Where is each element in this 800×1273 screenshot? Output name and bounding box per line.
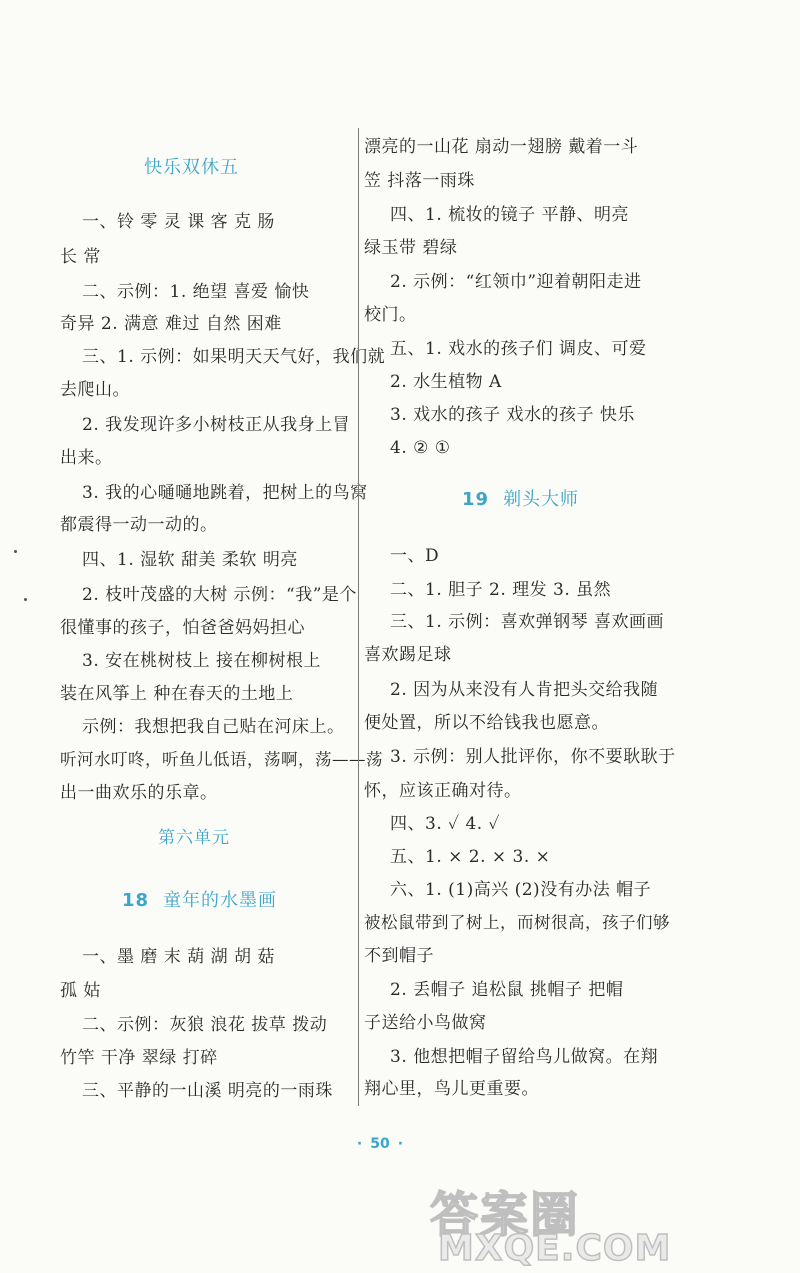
answer-line: 五、1. × 2. × 3. × <box>390 847 551 867</box>
answer-line: 听河水叮咚，听鱼儿低语，荡啊，荡——荡 <box>60 750 383 769</box>
answer-line: 3. 戏水的孩子 戏水的孩子 快乐 <box>390 405 635 425</box>
lesson-title: 剃头大师 <box>503 489 580 510</box>
page-number <box>345 1136 415 1152</box>
answer-line: 便处置，所以不给钱我也愿意。 <box>364 713 609 733</box>
answer-line: 装在风筝上 种在春天的土地上 <box>60 684 294 704</box>
answer-line: 2. 丢帽子 追松鼠 挑帽子 把帽 <box>390 980 624 1000</box>
answer-line: 四、3. ✓ 4. ✓ <box>390 814 501 834</box>
answer-line: 2. 我发现许多小树枝正从我身上冒 <box>82 415 351 435</box>
lesson-title: 童年的水墨画 <box>163 890 278 911</box>
lesson-heading-19 <box>462 488 579 512</box>
answer-line: 三、平静的一山溪 明亮的一雨珠 <box>82 1081 333 1101</box>
page-number-value: 50 <box>370 1136 390 1152</box>
scan-speck <box>24 598 27 601</box>
answer-line: 一、铃 零 灵 课 客 克 肠 <box>82 212 275 232</box>
answer-line: 绿玉带 碧绿 <box>364 238 458 258</box>
answer-line: 3. 我的心嗵嗵地跳着，把树上的鸟窝 <box>82 483 368 503</box>
answer-line: 被松鼠带到了树上，而树很高，孩子们够 <box>364 913 670 932</box>
scan-speck <box>14 550 17 553</box>
page-number-dot: · <box>397 1136 404 1152</box>
watermark-text-en: MXQE.COM <box>438 1228 672 1269</box>
page-number-dot: · <box>356 1136 363 1152</box>
answer-line: 出来。 <box>60 448 113 468</box>
answer-line: 校门。 <box>364 305 417 325</box>
column-divider <box>358 128 359 1106</box>
answer-line: 五、1. 戏水的孩子们 调皮、可爱 <box>390 339 647 359</box>
answer-line: 竹竿 干净 翠绿 打碎 <box>60 1048 218 1068</box>
answer-line: 2. 水生植物 A <box>390 372 502 392</box>
lesson-number: 18 <box>122 890 150 911</box>
answer-line: 漂亮的一山花 扇动一翅膀 戴着一斗 <box>364 137 639 157</box>
answer-line: 奇异 2. 满意 难过 自然 困难 <box>60 314 282 334</box>
answer-line: 喜欢踢足球 <box>364 645 452 665</box>
answer-line: 笠 抖落一雨珠 <box>364 171 475 191</box>
answer-line: 一、墨 磨 末 葫 湖 胡 菇 <box>82 947 275 967</box>
answer-line: 长 常 <box>60 247 101 267</box>
answer-line: 不到帽子 <box>364 946 434 966</box>
unit-heading: 第六单元 <box>158 828 230 848</box>
answer-line: 2. 因为从来没有人肯把头交给我随 <box>390 680 659 700</box>
answer-line: 三、1. 示例：如果明天天气好，我们就 <box>82 347 386 367</box>
lesson-heading-18 <box>122 889 277 913</box>
answer-line: 三、1. 示例：喜欢弹钢琴 喜欢画画 <box>390 612 665 632</box>
answer-line: 一、D <box>390 546 440 566</box>
answer-line: 翔心里，鸟儿更重要。 <box>364 1079 539 1099</box>
answer-line: 孤 姑 <box>60 981 101 1001</box>
answer-line: 四、1. 湿软 甜美 柔软 明亮 <box>82 550 298 570</box>
answer-line: 示例：我想把我自己贴在河床上。 <box>82 717 345 737</box>
answer-line: 出一曲欢乐的乐章。 <box>60 783 218 803</box>
watermark-logo <box>430 1176 790 1268</box>
watermark-text-cn: 答案圈 <box>430 1187 581 1243</box>
answer-line: 都震得一动一动的。 <box>60 515 218 535</box>
answer-line: 子送给小鸟做窝 <box>364 1013 487 1033</box>
answer-line: 二、示例：1. 绝望 喜爱 愉快 <box>82 282 310 302</box>
answer-line: 怀，应该正确对待。 <box>364 781 522 801</box>
answer-line: 二、示例：灰狼 浪花 拔草 拨动 <box>82 1015 328 1035</box>
answer-line: 3. 他想把帽子留给鸟儿做窝。在翔 <box>390 1047 659 1067</box>
answer-line: 3. 示例：别人批评你，你不要耿耿于 <box>390 747 676 767</box>
answer-line: 很懂事的孩子，怕爸爸妈妈担心 <box>60 618 305 638</box>
answer-line: 四、1. 梳妆的镜子 平静、明亮 <box>390 205 630 225</box>
answer-line: 2. 示例：“红领巾”迎着朝阳走进 <box>390 272 642 292</box>
lesson-number: 19 <box>462 489 490 510</box>
section-heading-happy-weekend: 快乐双休五 <box>144 157 239 178</box>
answer-line: 3. 安在桃树枝上 接在柳树根上 <box>82 651 322 671</box>
answer-line: 4. ② ① <box>390 438 451 458</box>
answer-line: 去爬山。 <box>60 380 130 400</box>
answer-line: 六、1. (1)高兴 (2)没有办法 帽子 <box>390 880 652 900</box>
answer-line: 二、1. 胆子 2. 理发 3. 虽然 <box>390 580 612 600</box>
answer-line: 2. 枝叶茂盛的大树 示例：“我”是个 <box>82 585 357 605</box>
